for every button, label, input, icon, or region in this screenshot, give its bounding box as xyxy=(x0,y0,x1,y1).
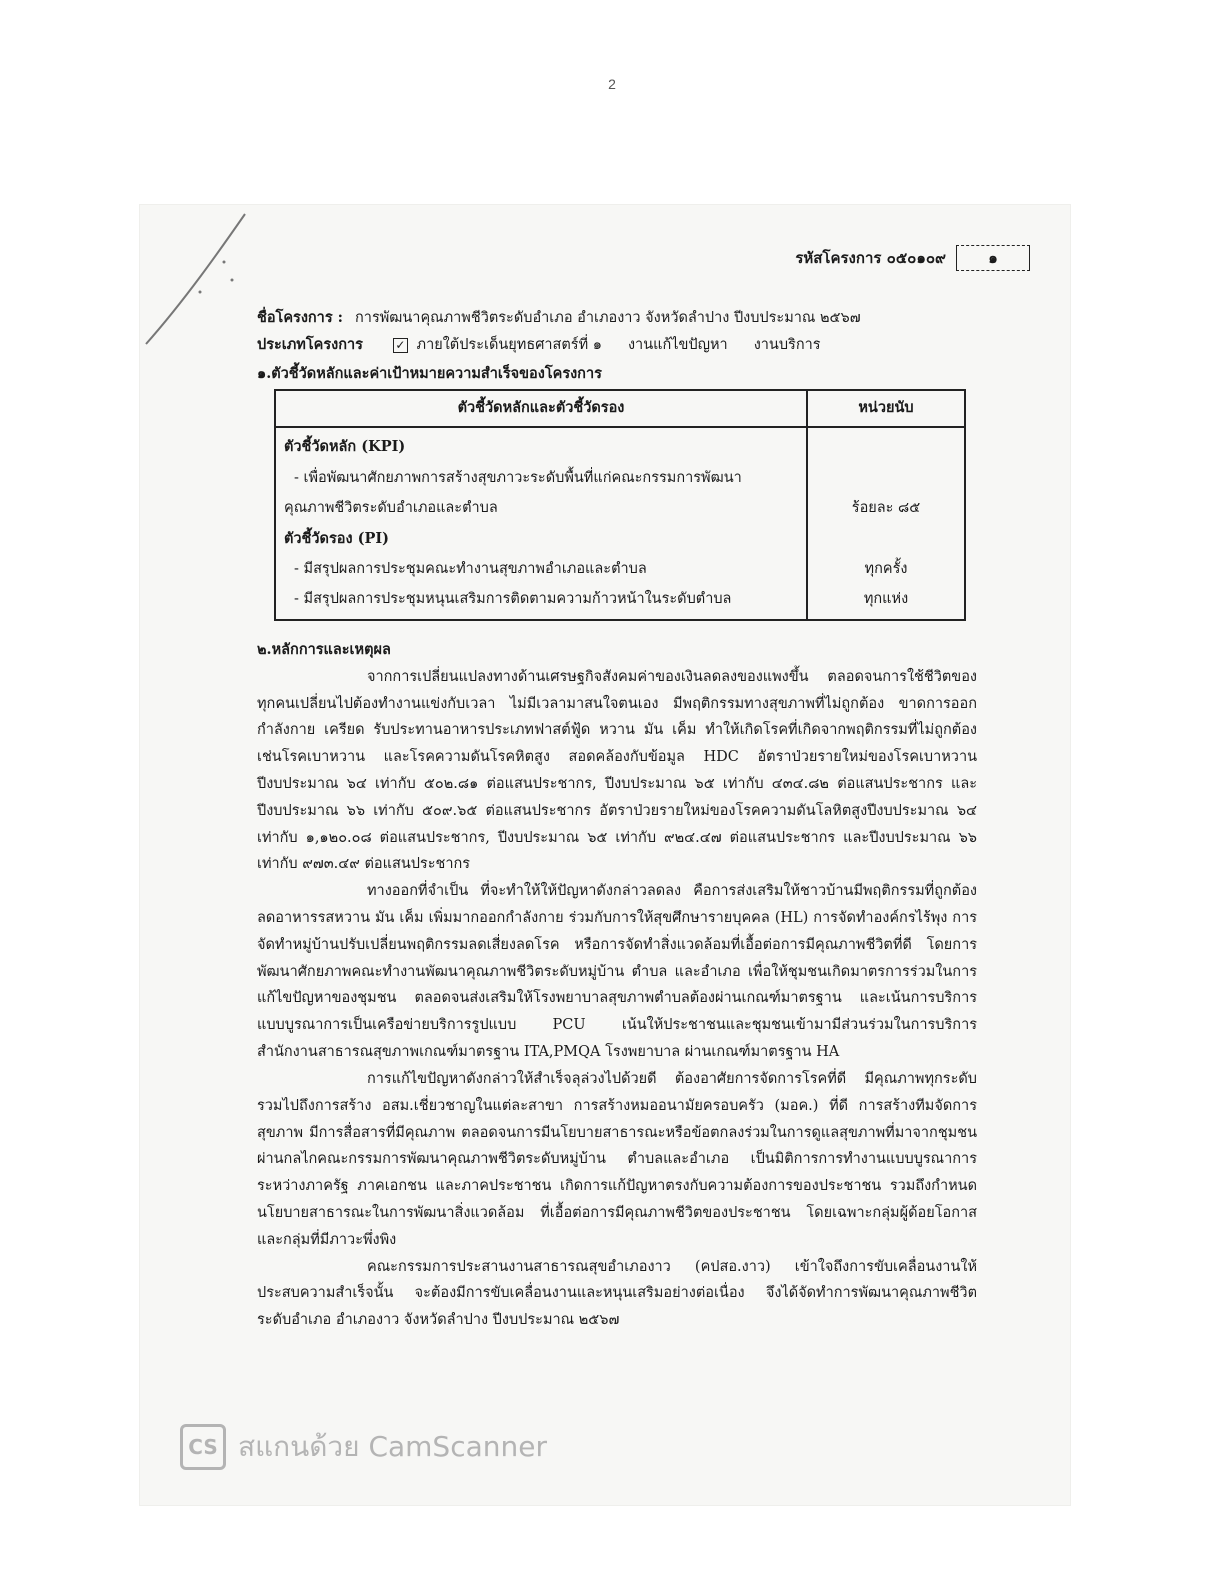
pen-stroke-mark xyxy=(140,210,250,350)
project-type-row xyxy=(257,332,977,359)
project-code-label: รหัสโครงการ ๐๕๐๑๐๙ xyxy=(795,249,946,267)
rationale-paragraph-4: คณะกรรมการประสานงานสาธารณสุขอำเภองาว (คปสอ.งาว) เข้าใจถึงการขับเคลื่อนงานให้ประสบความสำเร็จนั้น จะต้องมีการขับเคลื่อนงานและหนุนเสริมอย่างต่อเนื่อง จึงได้จัดทำการพัฒนาคุณภาพชีวิตระดับอำเภอ อำเภองาว จังหวัดลำปาง ปีงบประมาณ ๒๕๖๗ xyxy=(257,1258,977,1329)
project-type-option-2: งานแก้ไขปัญหา xyxy=(627,336,728,353)
checkbox-icon: ✓ xyxy=(393,338,408,353)
kpi-table-header xyxy=(275,390,965,427)
project-name-value: การพัฒนาคุณภาพชีวิตระดับอำเภอ อำเภองาว จังหวัดลำปาง ปีงบประมาณ ๒๕๖๗ xyxy=(355,310,861,326)
project-code xyxy=(795,245,1030,271)
pi-heading: ตัวชี้วัดรอง (PI) xyxy=(284,529,389,547)
project-code-box: ๑ xyxy=(956,245,1030,271)
kpi-col-indicator: ตัวชี้วัดหลักและตัวชี้วัดรอง xyxy=(275,390,807,427)
project-type-option-3: งานบริการ xyxy=(753,336,821,353)
kpi-item-line-2: คุณภาพชีวิตระดับอำเภอและตำบล xyxy=(284,500,498,517)
kpi-item-line-1: - เพื่อพัฒนาศักยภาพการสร้างสุขภาวะระดับพื้นที่แก่คณะกรรมการพัฒนา xyxy=(294,469,742,486)
rationale-paragraph-3: การแก้ไขปัญหาดังกล่าวให้สำเร็จลุล่วงไปด้วยดี ต้องอาศัยการจัดการโรคที่ดี มีคุณภาพทุกระดับ รวมไปถึงการสร้าง อสม.เชี่ยวชาญในแต่ละสาขา การสร้างหมออนามัยครอบครัว (มอค.) ที่ดี การสร้างทีมจัดการสุขภาพ มีการสื่อสารที่มีคุณภาพ ตลอดจนการมีนโยบายสาธารณะหรือข้อตกลงร่วมในการดูแลสุขภาพที่มาจากชุมชน ผ่านกลไกคณะกรรมการพัฒนาคุณภาพชีวิตระดับหมู่บ้าน ตำบลและอำเภอ เป็นมิติการการทำงานแบบบูรณาการระหว่างภาครัฐ ภาคเอกชน และภาคประชาชน เกิดการแก้ปัญหาตรงกับความต้องการของประชาชน รวมถึงกำหนดนโยบายสาธารณะในการพัฒนาสิ่งแวดล้อม ที่เอื้อต่อการมีคุณภาพชีวิตของประชาชน โดยเฉพาะกลุ่มผู้ด้อยโอกาสและกลุ่มที่มีภาวะพึ่งพิง xyxy=(257,1070,977,1248)
section-2-title: ๒.หลักการและเหตุผล xyxy=(257,640,391,658)
camscanner-watermark xyxy=(180,1424,547,1470)
kpi-table-row xyxy=(275,427,965,620)
kpi-indicators-cell xyxy=(275,427,807,620)
kpi-table xyxy=(274,389,966,620)
scanned-page xyxy=(140,205,1070,1505)
section-1-title: ๑.ตัวชี้วัดหลักและค่าเป้าหมายความสำเร็จของโครงการ xyxy=(257,364,602,382)
project-name-row xyxy=(257,305,977,332)
kpi-units-cell xyxy=(807,427,965,620)
document-body xyxy=(257,305,977,1334)
kpi-unit: ร้อยละ ๘๕ xyxy=(851,500,921,517)
rationale-paragraph-2: ทางออกที่จำเป็น ที่จะทำให้ให้ปัญหาดังกล่าวลดลง คือการส่งเสริมให้ชาวบ้านมีพฤติกรรมที่ถูกต้อง ลดอาหารรสหวาน มัน เค็ม เพิ่มมากออกกำลังกาย ร่วมกับการให้สุขศึกษารายบุคคล (HL) การจัดทำองค์กรไร้พุง การจัดทำหมู่บ้านปรับเปลี่ยนพฤติกรรมลดเสี่ยงลดโรค หรือการจัดทำสิ่งแวดล้อมที่เอื้อต่อการมีคุณภาพชีวิตที่ดี โดยการพัฒนาศักยภาพคณะทำงานพัฒนาคุณภาพชีวิตระดับหมู่บ้าน ตำบล และอำเภอ เพื่อให้ชุมชนเกิดมาตรการร่วมในการแก้ไขปัญหาของชุมชน ตลอดจนส่งเสริมให้โรงพยาบาลสุขภาพตำบลต้องผ่านเกณฑ์มาตรฐาน และเน้นการบริการแบบบูรณาการเป็นเครือข่ายบริการรูปแบบ PCU เน้นให้ประชาชนและชุมชนเข้ามามีส่วนร่วมในการบริการ สำนักงานสาธารณสุขภาพเกณฑ์มาตรฐาน ITA,PMQA โรงพยาบาล ผ่านเกณฑ์มาตรฐาน HA xyxy=(257,883,977,1061)
pi-item-1: - มีสรุปผลการประชุมคณะทำงานสุขภาพอำเภอและตำบล xyxy=(294,561,647,577)
pi-item-2: - มีสรุปผลการประชุมหนุนเสริมการติดตามความก้าวหน้าในระดับตำบล xyxy=(294,591,732,608)
project-name-label: ชื่อโครงการ : xyxy=(257,309,344,326)
pi-unit-2: ทุกแห่ง xyxy=(863,591,909,608)
project-type-option-1: ภายใต้ประเด็นยุทธศาสตร์ที่ ๑ xyxy=(416,336,602,353)
page-number: 2 xyxy=(608,76,616,92)
kpi-col-unit: หน่วยนับ xyxy=(807,390,965,427)
kpi-heading: ตัวชี้วัดหลัก (KPI) xyxy=(284,438,406,456)
camscanner-logo-icon: CS xyxy=(180,1424,226,1470)
project-type-label: ประเภทโครงการ xyxy=(257,335,363,353)
camscanner-text: สแกนด้วย CamScanner xyxy=(238,1430,547,1463)
rationale-paragraph-1: จากการเปลี่ยนแปลงทางด้านเศรษฐกิจสังคมค่าของเงินลดลงของแพงขึ้น ตลอดจนการใช้ชีวิตของทุกคนเปลี่ยนไปต้องทำงานแข่งกับเวลา ไม่มีเวลามาสนใจตนเอง มีพฤติกรรมทางสุขภาพที่ไม่ถูกต้อง ขาดการออกกำลังกาย เครียด รับประทานอาหารประเภทฟาสต์ฟู้ด หวาน มัน เค็ม ทำให้เกิดโรคที่เกิดจากพฤติกรรมที่ไม่ถูกต้อง เช่นโรคเบาหวาน และโรคความดันโรคหิตสูง สอดคล้องกับข้อมูล HDC อัตราป่วยรายใหม่ของโรคเบาหวานปีงบประมาณ ๖๔ เท่ากับ ๕๐๒.๘๑ ต่อแสนประชากร, ปีงบประมาณ ๖๕ เท่ากับ ๔๓๔.๘๒ ต่อแสนประชากร และปีงบประมาณ ๖๖ เท่ากับ ๕๐๙.๖๕ ต่อแสนประชากร อัตราป่วยรายใหม่ของโรคความดันโลหิตสูงปีงบประมาณ ๖๔ เท่ากับ ๑,๑๒๐.๐๘ ต่อแสนประชากร, ปีงบประมาณ ๖๕ เท่ากับ ๙๒๔.๔๗ ต่อแสนประชากร และปีงบประมาณ ๖๖ เท่ากับ ๙๗๓.๔๙ ต่อแสนประชากร xyxy=(257,668,977,873)
pi-unit-1: ทุกครั้ง xyxy=(864,561,908,577)
